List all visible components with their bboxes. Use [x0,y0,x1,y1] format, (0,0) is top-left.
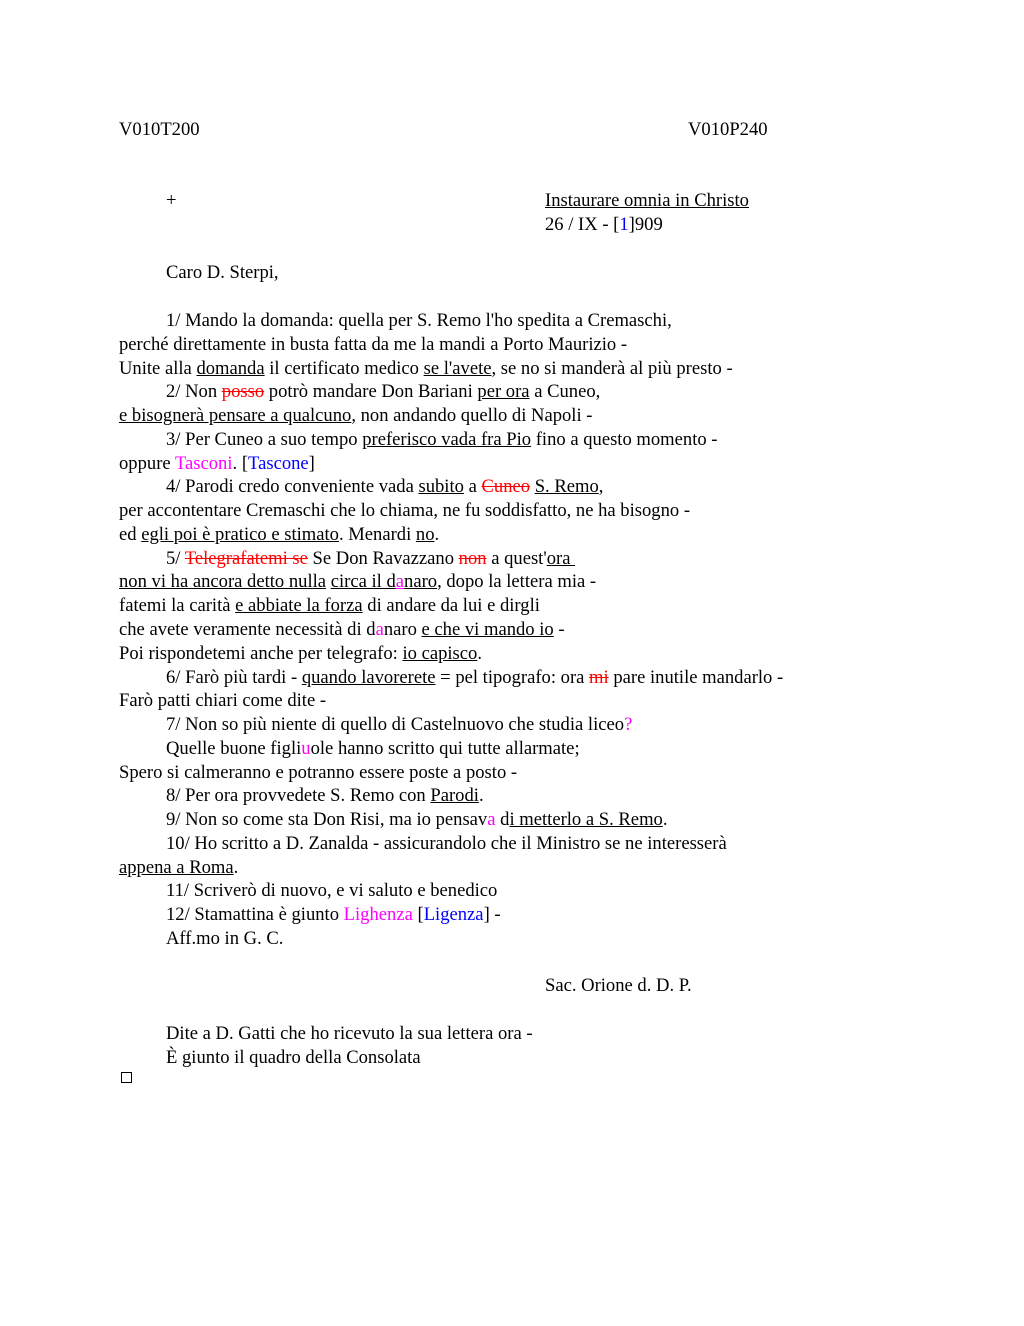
text-run: subito [418,476,464,497]
text-run: fino a questo momento - [531,429,718,450]
original-spelling: a [375,619,384,640]
text-run: e abbiate la forza [235,595,363,616]
text-run: [ [412,904,424,925]
postscript-line: Dite a D. Gatti che ho ricevuto la sua lettera ora - [166,1023,533,1044]
original-spelling: Tasconi [174,453,233,474]
text-run: no [415,524,435,545]
text-run: domanda [196,358,265,379]
body-line [166,666,783,690]
body-line: 10/ Ho scritto a D. Zanalda - assicurandolo che il Ministro se ne interesserà [166,833,727,854]
original-spelling: Lighenza [343,904,413,925]
text-run: ]909 [628,214,663,235]
end-marker-box-icon [121,1072,132,1083]
body-line: per accontentare Cremaschi che lo chiama, ne fu soddisfatto, ne ha bisogno - [119,500,691,521]
body-line: Farò patti chiari come dite - [119,690,327,711]
original-spelling: u [301,738,311,759]
letter-date [545,213,663,237]
body-line [119,618,565,642]
text-run: e che vi mando io [421,619,554,640]
salutation: Caro D. Sterpi, [166,262,279,283]
text-run: a [463,476,482,497]
text-run: S. Remo [534,476,599,497]
body-line [166,903,501,927]
date-editorial-insert: 1 [619,214,629,235]
text-run: ] - [483,904,501,925]
text-run: a quest' [486,548,547,569]
text-run: ole hanno scritto qui tutte allarmate; [310,738,580,759]
signature: Sac. Orione d. D. P. [545,975,692,996]
text-run: Se Don Ravazzano [307,548,459,569]
text-run: oppure [119,453,175,474]
body-line [166,475,603,499]
text-run: Unite alla [119,358,197,379]
body-line [166,547,575,571]
text-run: , se no si manderà al più presto - [491,358,733,379]
text-run: e bisognerà pensare a qualcuno [119,405,352,426]
text-run: 3/ Per Cuneo a suo tempo [166,429,363,450]
text-run: i metterlo a S. Remo [509,809,663,830]
text-run: potrò mandare Don Bariani [264,381,478,402]
text-run: egli poi è pratico e stimato [141,524,339,545]
body-line [166,713,632,737]
text-run: fatemi la carità [119,595,236,616]
original-spelling: a [487,809,496,830]
body-line [166,737,580,761]
text-run: non vi ha ancora detto nulla [119,571,327,592]
text-run: . [434,524,440,545]
body-line [166,784,484,808]
text-run: ora [546,548,576,569]
body-line: perché direttamente in busta fatta da me la mandi a Porto Maurizio - [119,334,628,355]
body-line: 11/ Scriverò di nuovo, e vi saluto e benedico [166,880,498,901]
text-run: naro [383,619,422,640]
text-run: naro [404,571,438,592]
body-line [119,642,482,666]
body-line [166,380,600,404]
editorial-correction: Ligenza [423,904,484,925]
text-run: . [ [232,453,249,474]
body-line [119,856,238,880]
body-line [166,428,718,452]
text-run: a Cuneo, [529,381,601,402]
text-run: . Menardi [338,524,416,545]
text-run: , dopo la lettera mia - [437,571,597,592]
deleted-text: posso [221,381,265,402]
deleted-text: Cuneo [481,476,531,497]
text-run: ed [119,524,142,545]
text-run: 2/ Non [166,381,222,402]
text-run: , non andando quello di Napoli - [351,405,593,426]
text-run: . [662,809,668,830]
body-line [166,808,667,832]
body-line [119,357,733,381]
document-code-right: V010P240 [688,119,768,140]
text-run: il certificato medico [264,358,424,379]
body-line: Spero si calmeranno e potranno essere poste a posto - [119,762,518,783]
text-run: . [477,643,482,664]
body-line [119,570,596,594]
text-run: 8/ Per ora provvedete S. Remo con [166,785,431,806]
text-run: Poi rispondetemi anche per telegrafo: [119,643,403,664]
text-run: Quelle buone figli [166,738,302,759]
text-run: 9/ Non so come sta Don Risi, ma io pensav [166,809,488,830]
text-run: 4/ Parodi credo conveniente vada [166,476,419,497]
text-run: circa il d [330,571,396,592]
text-run: ] [308,453,315,474]
original-spelling: a [395,571,405,592]
text-run: quando lavorerete [301,667,436,688]
text-run: , [598,476,604,497]
cross-mark: + [166,190,177,211]
original-spelling: ? [624,714,633,735]
text-run: 6/ Farò più tardi - [166,667,302,688]
body-line [119,404,592,428]
document-code-left: V010T200 [119,119,200,140]
text-run: 5/ [166,548,185,569]
text-run: preferisco vada fra Pio [362,429,532,450]
motto: Instaurare omnia in Christo [545,190,749,211]
text-run: io capisco [402,643,478,664]
text-run: 12/ Stamattina è giunto [166,904,344,925]
postscript-line: È giunto il quadro della Consolata [166,1047,421,1068]
text-run: 7/ Non so più niente di quello di Castelnuovo che studia liceo [166,714,625,735]
text-run: appena a Roma [119,857,234,878]
text-run: per ora [477,381,530,402]
text-run: - [553,619,565,640]
text-run: d [495,809,510,830]
deleted-text: non [458,548,487,569]
deleted-text: Telegrafatemi se [184,548,308,569]
text-run: . [233,857,239,878]
body-line [119,523,439,547]
body-line [119,594,540,618]
editorial-correction: Tascone [248,453,309,474]
text-run: che avete veramente necessità di d [119,619,376,640]
closing: Aff.mo in G. C. [166,928,284,949]
text-run: pare inutile mandarlo - [608,667,784,688]
text-run: . [478,785,484,806]
body-line [119,452,315,476]
deleted-text: mi [589,667,609,688]
text-run: = pel tipografo: ora [435,667,590,688]
text-run: di andare da lui e dirgli [362,595,540,616]
text-run: se l'avete [423,358,492,379]
text-run: 26 / IX - [ [545,214,620,235]
text-run: Parodi [430,785,479,806]
body-line: 1/ Mando la domanda: quella per S. Remo l'ho spedita a Cremaschi, [166,310,672,331]
